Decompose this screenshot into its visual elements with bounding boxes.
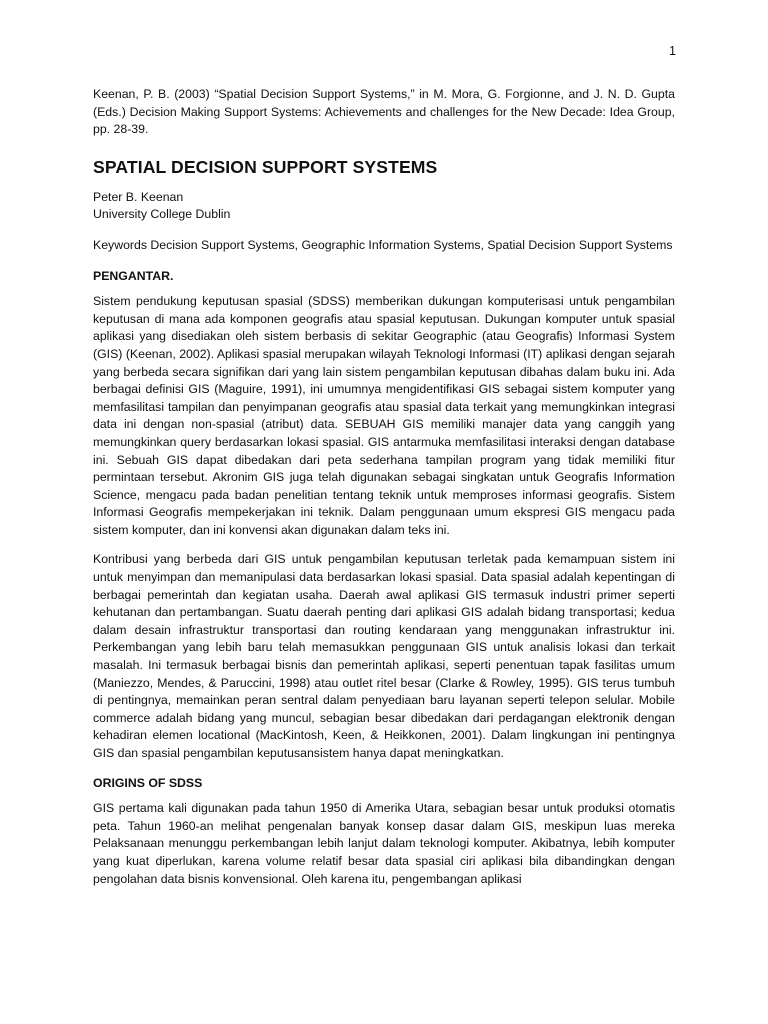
section-heading: ORIGINS OF SDSS [93, 775, 203, 790]
section-pengantar [93, 268, 675, 763]
paragraph: Kontribusi yang berbeda dari GIS untuk pengambilan keputusan terletak pada kemampuan sistem ini untuk menyimpan dan memanipulasi data berdasarkan lokasi spasial. Data spasial adalah kepentingan di berbagai pemerintah dan kegiatan usaha. Daerah awal aplikasi GIS termasuk industri primer seperti kehutanan dan pertambangan. Suatu daerah penting dari aplikasi GIS adalah bidang transportasi; kedua dalam desain infrastruktur transportasi dan routing kendaraan yang menggunakan infrastruktur ini. Perkembangan yang lebih baru telah memasukkan penggunaan GIS untuk analisis lokasi dan terkait masalah. Ini termasuk berbagai bisnis dan pemerintah aplikasi, seperti penentuan tapak fasilitas umum (Maniezzo, Mendes, & Paruccini, 1998) atau outlet ritel besar (Clarke & Rowley, 1995). GIS terus tumbuh di pentingnya, memainkan peran sentral dalam penyediaan baru layanan seperti telepon selular. Mobile commerce adalah bidang yang muncul, sebagian besar dibedakan dari perdagangan elektronik dengan kehadiran elemen locational (MacKintosh, Keen, & Heikkonen, 2001). Dalam lingkungan ini pentingnya GIS dan spasial pengambilan keputusansistem hanya dapat meningkatkan. [93, 552, 675, 760]
paragraph: GIS pertama kali digunakan pada tahun 1950 di Amerika Utara, sebagian besar untuk produksi otomatis peta. Tahun 1960-an melihat pengenalan banyak konsep dasar dalam GIS, meskipun luas mereka Pelaksanaan menunggu perkembangan lebih lanjut dalam teknologi komputer. Akibatnya, lebih komputer yang kuat diperlukan, karena volume relatif besar data spasial ciri aplikasi bila dibandingkan dengan pengolahan data bisnis konvensional. Oleh karena itu, pengembangan aplikasi [93, 801, 675, 886]
author-name: Peter B. Keenan [93, 189, 184, 204]
paper-title: SPATIAL DECISION SUPPORT SYSTEMS [93, 156, 438, 177]
section-origins-of-sdss [93, 775, 675, 889]
citation: Keenan, P. B. (2003) “Spatial Decision Support Systems,” in M. Mora, G. Forgionne, and J. N. D. Gupta (Eds.) Decision Making Support Systems: Achievements and challenges for the New Decade: Idea Group, pp. 28-39. [93, 87, 675, 137]
paragraph: Sistem pendukung keputusan spasial (SDSS) memberikan dukungan komputerisasi untuk pengambilan keputusan di mana ada komponen geografis atau spasial keputusan. Dukungan komputer untuk spasial aplikasi yang disediakan oleh sistem berbasis di sekitar Geographic (atau Geografis) Informasi System (GIS) (Keenan, 2002). Aplikasi spasial merupakan wilayah Teknologi Informasi (IT) aplikasi dengan sejarah yang berbeda secara signifikan dari yang lain sistem pengambilan keputusan dibahas dalam buku ini. Ada berbagai definisi GIS (Maguire, 1991), ini umumnya mengidentifikasi GIS sebagai sistem komputer yang memfasilitasi tampilan dan penyimpanan geografis atau spasial data terkait yang memungkinkan integrasi data ini dengan non-spasial (atribut) data. SEBUAH GIS memiliki manajer data yang canggih yang memungkinkan query berdasarkan lokasi spasial. GIS antarmuka memfasilitasi interaksi dengan database ini. Sebuah GIS dapat dibedakan dari peta sederhana tampilan program yang tidak memiliki fitur permintaan tersebut. Akronim GIS juga telah digunakan sebagai singkatan untuk Geografis Information Science, mengacu pada badan penelitian tentang teknik untuk memproses informasi geografis. Sistem Informasi Geografis mempekerjakan ini teknik. Dalam penggunaan umum ekspresi GIS mengacu pada sistem komputer, dan ini konvensi akan digunakan dalam teks ini. [93, 294, 675, 537]
keywords: Keywords Decision Support Systems, Geographic Information Systems, Spatial Decision Support Systems [93, 237, 673, 252]
section-heading: PENGANTAR. [93, 268, 174, 283]
page-number: 1 [669, 44, 676, 58]
document-body [93, 86, 675, 900]
author-affiliation: University College Dublin [93, 207, 231, 222]
